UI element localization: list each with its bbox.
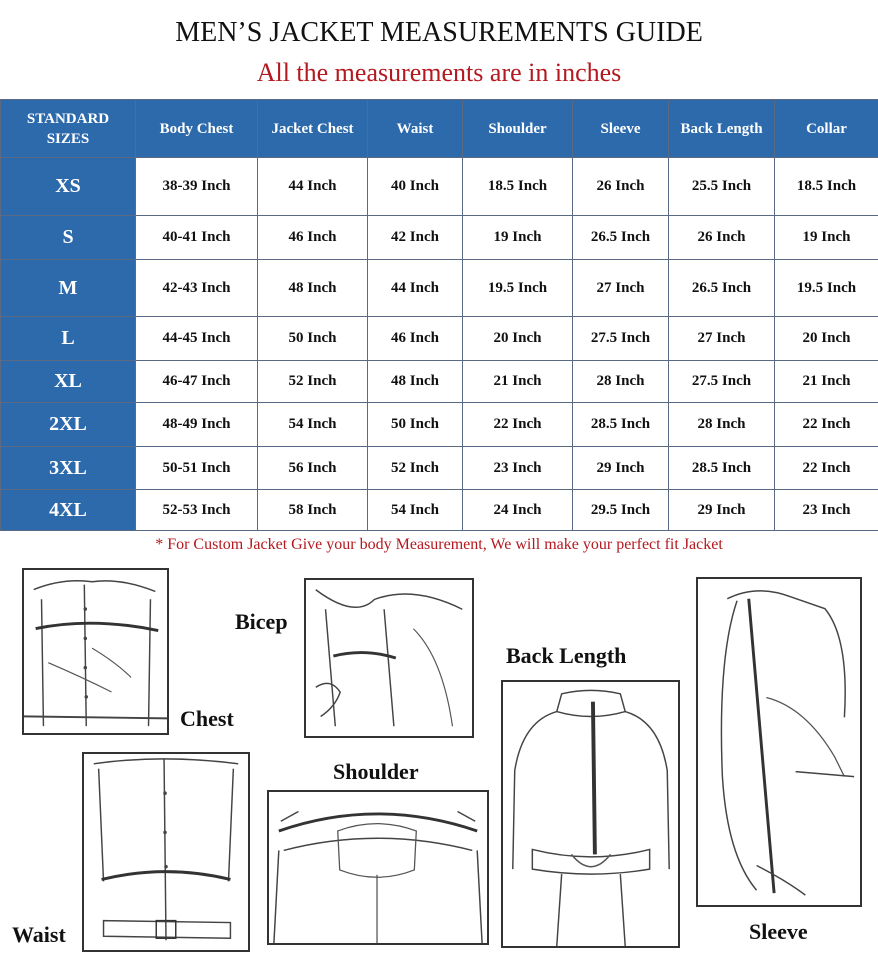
measurement-cell: 38-39 Inch: [136, 158, 258, 216]
measurement-cell: 26 Inch: [573, 158, 669, 216]
measurement-cell: 29 Inch: [669, 490, 775, 531]
column-header: Shoulder: [463, 100, 573, 158]
measurement-cell: 52 Inch: [368, 447, 463, 490]
column-header: Body Chest: [136, 100, 258, 158]
measurement-cell: 44 Inch: [368, 260, 463, 317]
measurement-cell: 48 Inch: [258, 260, 368, 317]
measurement-cell: 20 Inch: [463, 317, 573, 361]
column-header: Back Length: [669, 100, 775, 158]
shoulder-label: Shoulder: [333, 759, 419, 784]
shoulder-illustration: [267, 790, 489, 945]
table-row: [1, 260, 878, 317]
measurement-cell: 19 Inch: [463, 216, 573, 260]
column-header: Sleeve: [573, 100, 669, 158]
table-body: [1, 158, 878, 531]
measurement-cell: 19 Inch: [775, 216, 878, 260]
measurement-cell: 29 Inch: [573, 447, 669, 490]
measurement-cell: 20 Inch: [775, 317, 878, 361]
back-length-illustration: [501, 680, 680, 948]
size-cell: 4XL: [1, 490, 136, 531]
table-header: [1, 100, 878, 158]
size-cell: L: [1, 317, 136, 361]
measurement-cell: 44 Inch: [258, 158, 368, 216]
measurement-cell: 28 Inch: [573, 361, 669, 403]
measurement-cell: 23 Inch: [775, 490, 878, 531]
size-cell: M: [1, 260, 136, 317]
measurement-cell: 46 Inch: [258, 216, 368, 260]
table-row: [1, 361, 878, 403]
size-cell: S: [1, 216, 136, 260]
measurement-cell: 22 Inch: [775, 403, 878, 447]
sleeve-label: Sleeve: [749, 919, 808, 944]
measurement-cell: 27 Inch: [669, 317, 775, 361]
column-header: Collar: [775, 100, 878, 158]
waist-illustration: [82, 752, 250, 952]
measurement-cell: 23 Inch: [463, 447, 573, 490]
page-title: MEN’S JACKET MEASUREMENTS GUIDE: [175, 17, 703, 48]
measurement-cell: 48-49 Inch: [136, 403, 258, 447]
measurement-cell: 50 Inch: [368, 403, 463, 447]
column-header: Waist: [368, 100, 463, 158]
measurement-cell: 18.5 Inch: [775, 158, 878, 216]
measurement-cell: 21 Inch: [463, 361, 573, 403]
size-cell: XL: [1, 361, 136, 403]
measurement-cell: 27 Inch: [573, 260, 669, 317]
table-row: [1, 317, 878, 361]
measurement-cell: 26 Inch: [669, 216, 775, 260]
measurement-cell: 50 Inch: [258, 317, 368, 361]
column-header: Jacket Chest: [258, 100, 368, 158]
size-cell: 3XL: [1, 447, 136, 490]
measurement-cell: 28 Inch: [669, 403, 775, 447]
measurement-cell: 52 Inch: [258, 361, 368, 403]
measurement-cell: 19.5 Inch: [463, 260, 573, 317]
table-row: [1, 158, 878, 216]
measurement-cell: 40 Inch: [368, 158, 463, 216]
table-row: [1, 216, 878, 260]
measurement-cell: 28.5 Inch: [669, 447, 775, 490]
measurement-cell: 19.5 Inch: [775, 260, 878, 317]
measurement-cell: 28.5 Inch: [573, 403, 669, 447]
measurement-cell: 26.5 Inch: [669, 260, 775, 317]
measurement-cell: 24 Inch: [463, 490, 573, 531]
measurement-cell: 27.5 Inch: [669, 361, 775, 403]
back-length-label: Back Length: [506, 643, 627, 668]
size-chart-table: [0, 99, 878, 531]
measurement-cell: 42-43 Inch: [136, 260, 258, 317]
measurement-cell: 27.5 Inch: [573, 317, 669, 361]
measurement-cell: 56 Inch: [258, 447, 368, 490]
bicep-illustration: [304, 578, 474, 738]
measurement-cell: 22 Inch: [775, 447, 878, 490]
chest-illustration: [22, 568, 169, 735]
custom-note: * For Custom Jacket Give your body Measurement, We will make your perfect fit Jacket: [155, 536, 723, 553]
size-cell: XS: [1, 158, 136, 216]
table-row: [1, 447, 878, 490]
measurement-cell: 18.5 Inch: [463, 158, 573, 216]
size-cell: 2XL: [1, 403, 136, 447]
measurement-cell: 46-47 Inch: [136, 361, 258, 403]
waist-label: Waist: [12, 922, 66, 947]
measurement-cell: 21 Inch: [775, 361, 878, 403]
measurement-cell: 52-53 Inch: [136, 490, 258, 531]
measurement-cell: 44-45 Inch: [136, 317, 258, 361]
measurement-cell: 50-51 Inch: [136, 447, 258, 490]
measurement-cell: 26.5 Inch: [573, 216, 669, 260]
page-subtitle: All the measurements are in inches: [256, 58, 622, 87]
measurement-cell: 29.5 Inch: [573, 490, 669, 531]
measurement-cell: 42 Inch: [368, 216, 463, 260]
measurement-cell: 22 Inch: [463, 403, 573, 447]
chest-label: Chest: [180, 706, 234, 731]
measurement-cell: 48 Inch: [368, 361, 463, 403]
table-row: [1, 490, 878, 531]
bicep-label: Bicep: [235, 609, 288, 634]
measurement-cell: 54 Inch: [258, 403, 368, 447]
measurement-cell: 25.5 Inch: [669, 158, 775, 216]
measurement-cell: 58 Inch: [258, 490, 368, 531]
measurement-cell: 46 Inch: [368, 317, 463, 361]
table-row: [1, 403, 878, 447]
sleeve-illustration: [696, 577, 862, 907]
measurement-cell: 40-41 Inch: [136, 216, 258, 260]
header-standard-sizes: STANDARD SIZES: [1, 100, 136, 158]
measurement-cell: 54 Inch: [368, 490, 463, 531]
